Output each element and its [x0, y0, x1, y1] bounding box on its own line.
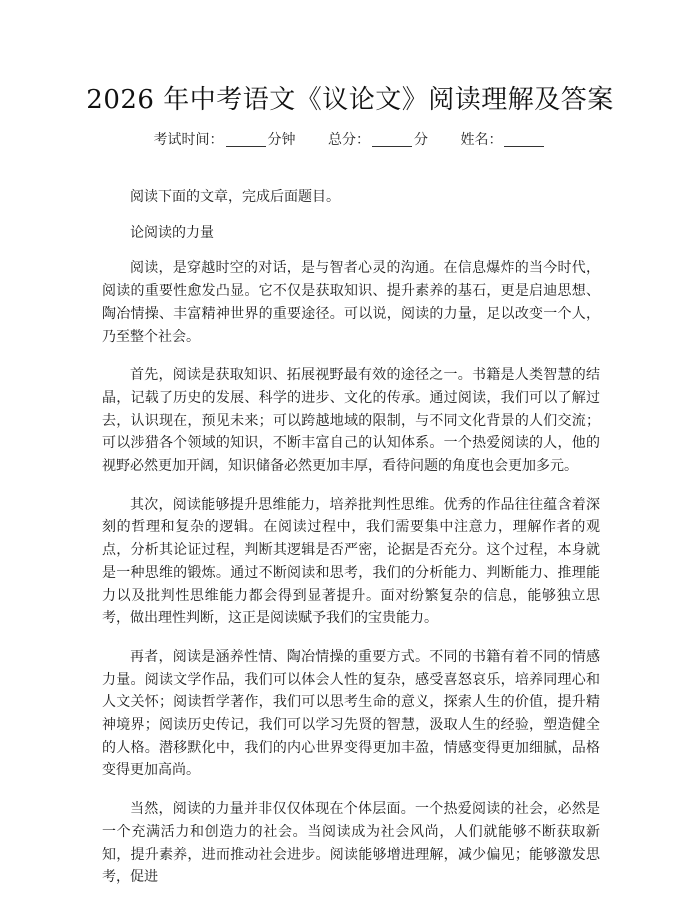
- exam-meta-line: [0, 130, 700, 150]
- total-score-field: [328, 130, 428, 150]
- student-name-field: [460, 130, 546, 150]
- exam-time-blank: [226, 145, 266, 147]
- exam-time-field: [154, 130, 296, 150]
- student-name-label: 姓名：: [460, 132, 503, 148]
- article-paragraph-5: 当然，阅读的力量并非仅仅体现在个体层面。一个热爱阅读的社会，必然是一个充满活力和创造力的社会。当阅读成为社会风尚，人们就能够不断获取新知，提升素养，进而推动社会进步。阅读能够增进理解，减少偏见；能够激发思考，促进: [102, 801, 600, 886]
- student-name-blank: [504, 145, 544, 147]
- article-body: [102, 186, 600, 889]
- article-title: 论阅读的力量: [130, 224, 214, 241]
- exam-time-label: 考试时间：: [153, 132, 224, 148]
- total-score-label: 总分：: [328, 132, 370, 148]
- reading-instruction: 阅读下面的文章，完成后面题目。: [130, 189, 340, 205]
- total-score-unit: 分: [414, 132, 428, 148]
- document-title: 2026 年中考语文《议论文》阅读理解及答案: [86, 85, 614, 115]
- total-score-blank: [372, 145, 412, 147]
- article-paragraph-4: 再者，阅读是涵养性情、陶冶情操的重要方式。不同的书籍有着不同的情感力量。阅读文学作品，我们可以体会人性的复杂，感受喜怒哀乐，培养同理心和人文关怀；阅读哲学著作，我们可以思考生命的意义，探索人生的价值，提升精神境界；阅读历史传记，我们可以学习先贤的智慧，汲取人生的经验，塑造健全的人格。潜移默化中，我们的内心世界变得更加丰盈，情感变得更加细腻，品格变得更加高尚。: [102, 648, 600, 779]
- article-paragraph-2: 首先，阅读是获取知识、拓展视野最有效的途径之一。书籍是人类智慧的结晶，记载了历史的发展、科学的进步、文化的传承。通过阅读，我们可以了解过去，认识现在，预见未来；可以跨越地域的限制，与不同文化背景的人们交流；可以涉猎各个领域的知识，不断丰富自己的认知体系。一个热爱阅读的人，他的视野必然更加开阔，知识储备必然更加丰厚，看待问题的角度也会更加多元。: [102, 367, 600, 475]
- article-paragraph-3: 其次，阅读能够提升思维能力，培养批判性思维。优秀的作品往往蕴含着深刻的哲理和复杂的逻辑。在阅读过程中，我们需要集中注意力，理解作者的观点，分析其论证过程，判断其逻辑是否严密，论据是否充分。这个过程，本身就是一种思维的锻炼。通过不断阅读和思考，我们的分析能力、判断能力、推理能力以及批判性思维能力都会得到显著提升。面对纷繁复杂的信息，能够独立思考，做出理性判断，这正是阅读赋予我们的宝贵能力。: [102, 496, 600, 627]
- exam-time-unit: 分钟: [267, 132, 296, 148]
- article-paragraph-1: 阅读，是穿越时空的对话，是与智者心灵的沟通。在信息爆炸的当今时代，阅读的重要性愈发凸显。它不仅是获取知识、提升素养的基石，更是启迪思想、陶冶情操、丰富精神世界的重要途径。可以说，阅读的力量，足以改变一个人，乃至整个社会。: [102, 260, 600, 345]
